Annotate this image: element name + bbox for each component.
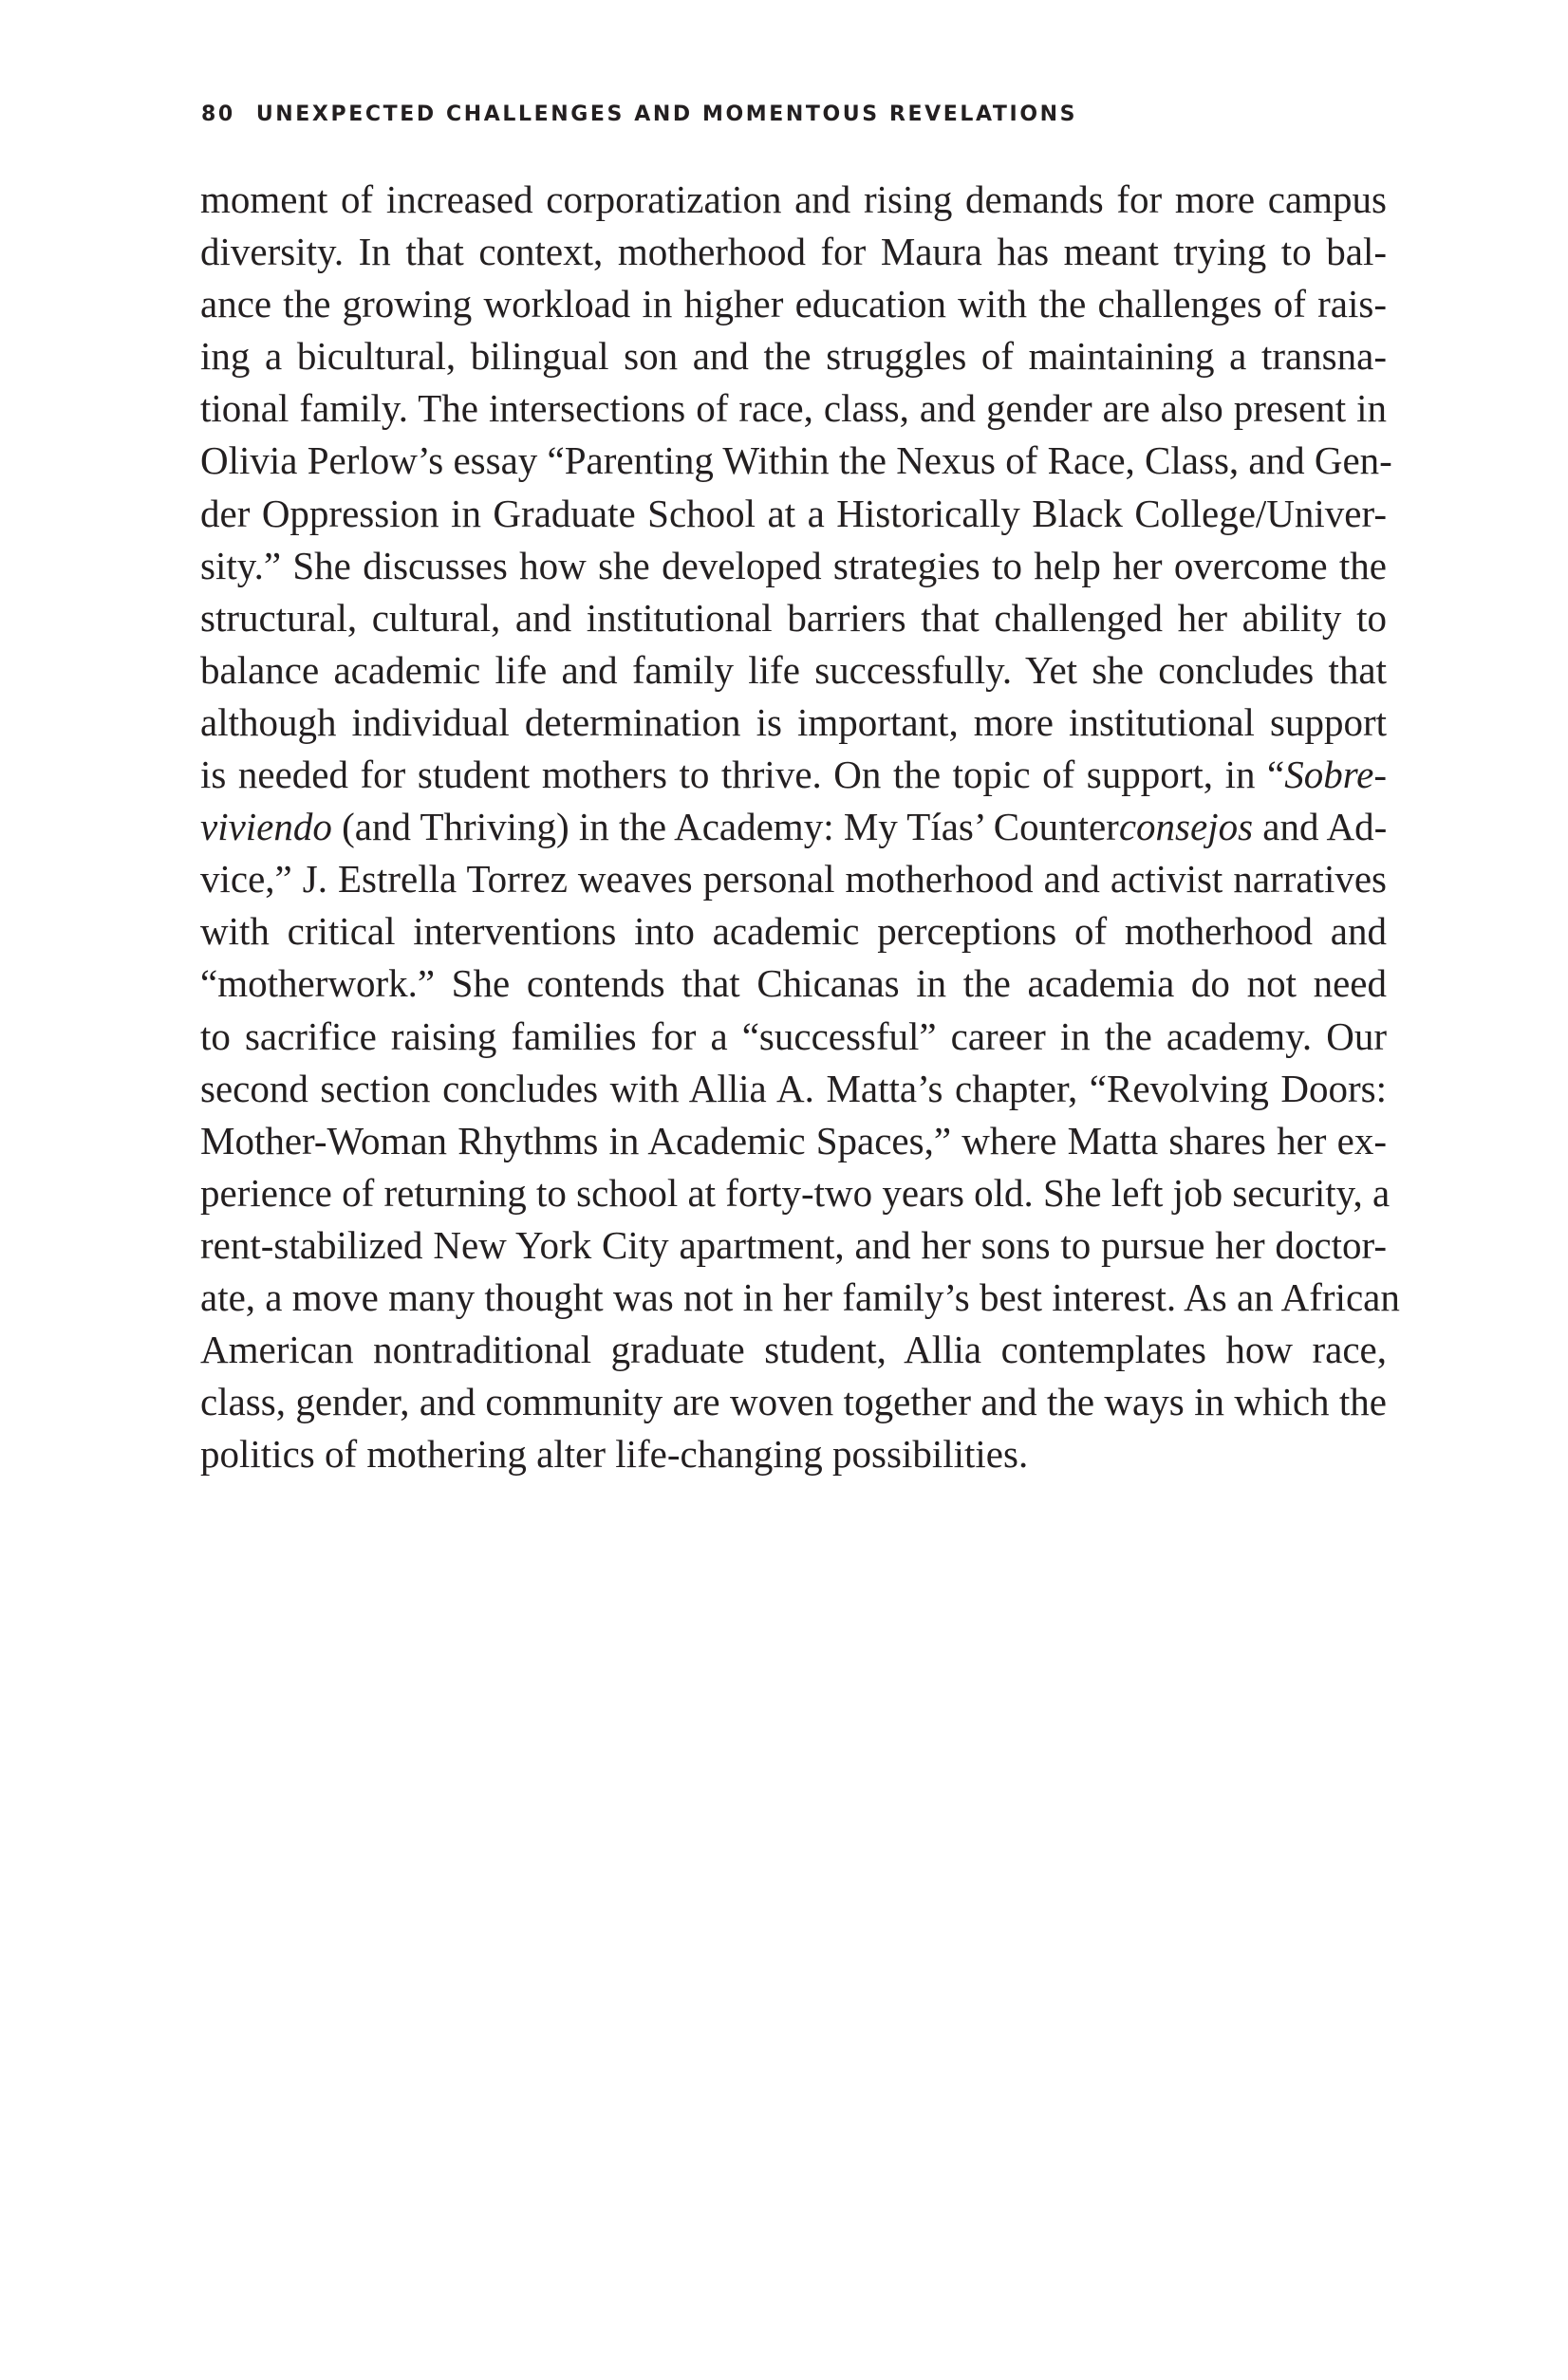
text-line: rent-stabilized New York City apartment, and her sons to pursue her doctor- bbox=[200, 1222, 1387, 1267]
italic-word: consejos bbox=[1118, 805, 1254, 849]
text-line: Olivia Perlow’s essay “Parenting Within the Nexus of Race, Class, and Gen- bbox=[200, 438, 1392, 483]
text-line: “motherwork.” She contends that Chicanas in the academia do not need bbox=[200, 961, 1387, 1006]
text-line: tional family. The intersections of race, class, and gender are also present in bbox=[200, 386, 1387, 431]
text-line: to sacrifice raising families for a “successful” career in the academy. Our bbox=[200, 1013, 1387, 1058]
running-title: UNEXPECTED CHALLENGES AND MOMENTOUS REVELATIONS bbox=[255, 102, 1078, 126]
italic-title-fragment: viviendo bbox=[200, 805, 332, 849]
text-line: although individual determination is important, more institutional support bbox=[200, 699, 1387, 744]
text-line: ing a bicultural, bilingual son and the struggles of maintaining a transna- bbox=[200, 334, 1387, 379]
italic-title-fragment: Sobre- bbox=[1284, 753, 1387, 797]
page-number: 80 bbox=[201, 102, 235, 126]
text-line: diversity. In that context, motherhood for Maura has meant trying to bal- bbox=[200, 230, 1387, 274]
text-line: viviendo (and Thriving) in the Academy: My Tías’ Counterconsejos and Ad- bbox=[200, 805, 1388, 849]
text-line: with critical interventions into academic perceptions of motherhood and bbox=[200, 909, 1387, 954]
text-line: ance the growing workload in higher education with the challenges of rais- bbox=[200, 282, 1387, 326]
text-line: class, gender, and community are woven together and the ways in which the bbox=[200, 1380, 1387, 1424]
text-line: is needed for student mothers to thrive. On the topic of support, in “Sobre- bbox=[200, 753, 1387, 797]
text-line: sity.” She discusses how she developed strategies to help her overcome the bbox=[200, 543, 1387, 587]
text-line: ate, a move many thought was not in her family’s best interest. As an African bbox=[200, 1274, 1400, 1319]
text-line: perience of returning to school at forty-two years old. She left job security, a bbox=[200, 1170, 1391, 1215]
body-paragraph bbox=[200, 174, 1400, 1480]
text-line: second section concludes with Allia A. Matta’s chapter, “Revolving Doors: bbox=[200, 1066, 1387, 1110]
text-line: der Oppression in Graduate School at a Historically Black College/Univer- bbox=[200, 491, 1387, 535]
text-line: balance academic life and family life successfully. Yet she concludes that bbox=[200, 647, 1387, 692]
text-line: politics of mothering alter life-changing possibilities. bbox=[200, 1432, 1029, 1477]
text-line: Mother-Woman Rhythms in Academic Spaces,” where Matta shares her ex- bbox=[200, 1118, 1387, 1162]
running-head bbox=[201, 102, 1077, 126]
text-line: vice,” J. Estrella Torrez weaves personal motherhood and activist narratives bbox=[200, 857, 1387, 902]
text-line: moment of increased corporatization and rising demands for more campus bbox=[200, 177, 1387, 221]
text-line: American nontraditional graduate student, Allia contemplates how race, bbox=[200, 1328, 1387, 1372]
text-line: structural, cultural, and institutional barriers that challenged her ability to bbox=[200, 595, 1387, 640]
